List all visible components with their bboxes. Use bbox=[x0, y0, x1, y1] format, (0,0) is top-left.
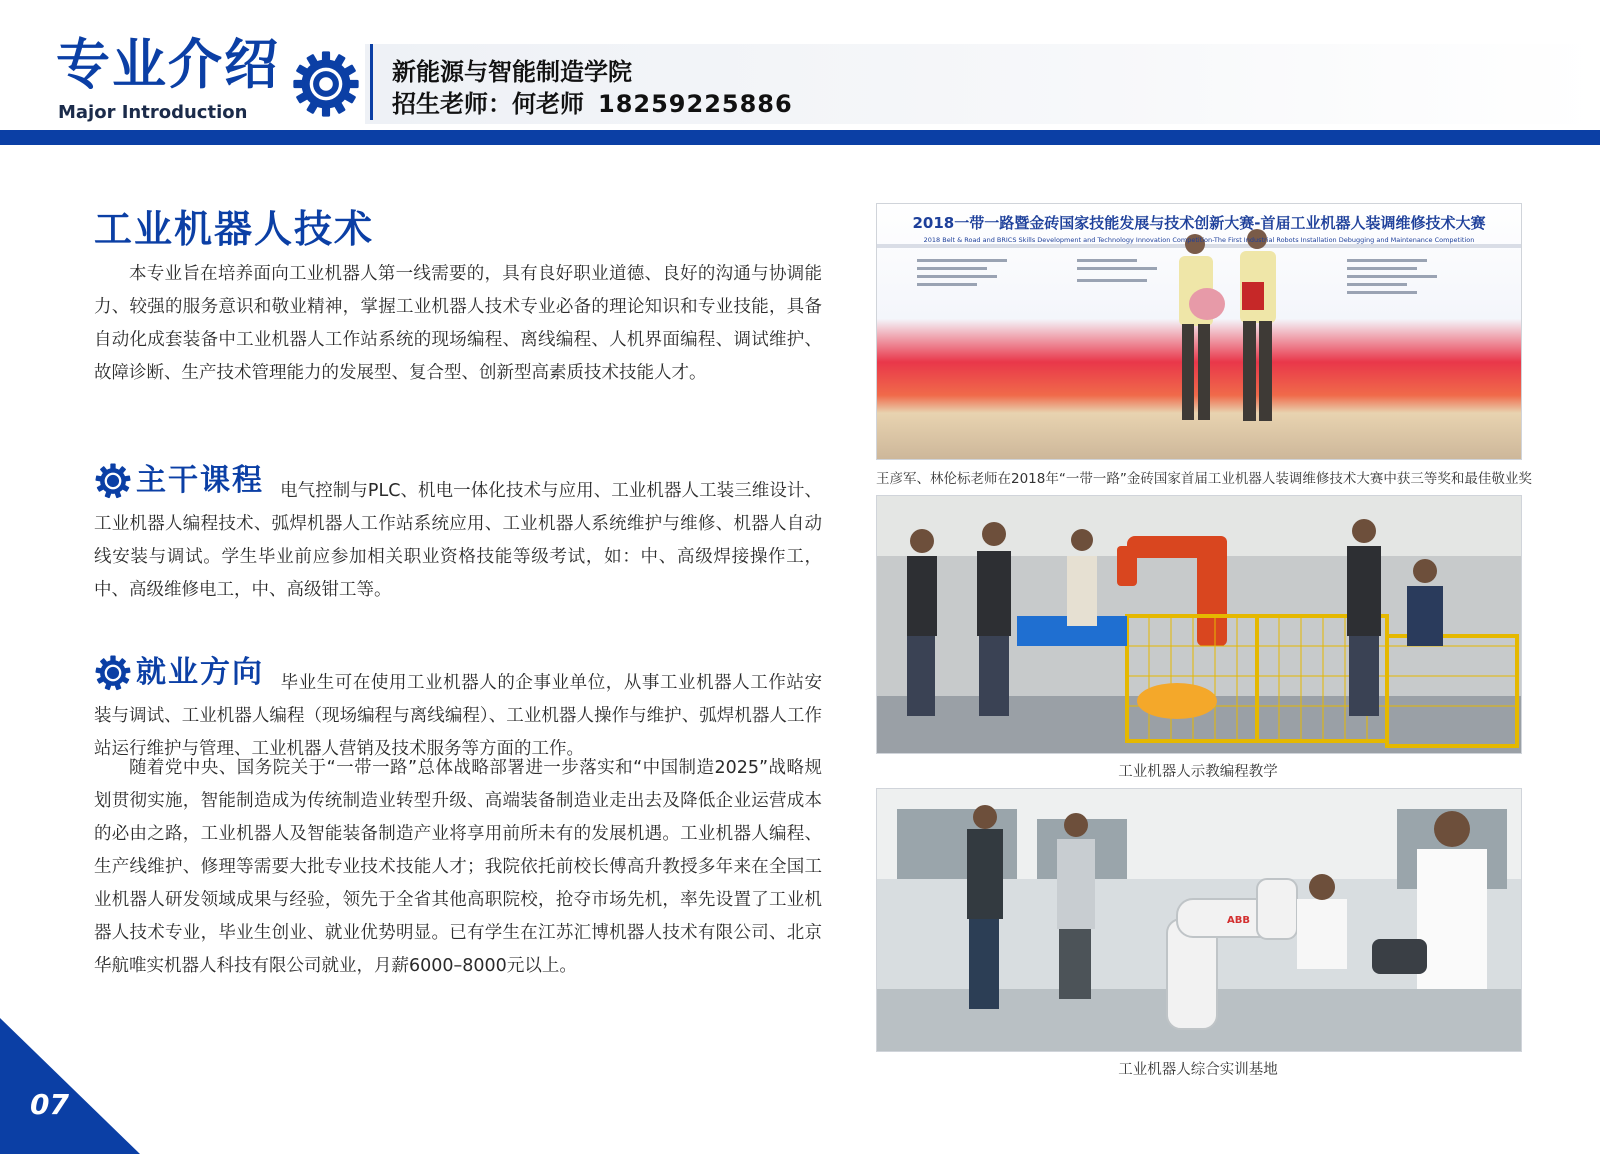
jobs-text: 毕业生可在使用工业机器人的企事业单位，从事工业机器人工作站安装与调试、工业机器人编程（现场编程与离线编程）、工业机器人操作与维护、弧焊机器人工作站运行维护与管理、工业机器人营销及技术服务等方面的工作。 bbox=[94, 673, 822, 759]
page-number: 07 bbox=[30, 1088, 69, 1121]
banner-subtitle: 2018 Belt & Road and BRICS Skills Development and Technology Innovation Competition-The First Industrial Robots Installation Debugging and Maintenance Competition bbox=[923, 236, 1475, 244]
photo-caption: 工业机器人示教编程教学 bbox=[1118, 764, 1278, 780]
header-blue-bar bbox=[0, 130, 1600, 145]
teaching-lab-photo bbox=[876, 495, 1522, 754]
admission-contact bbox=[392, 84, 793, 119]
jobs-section bbox=[94, 654, 822, 766]
jobs-heading bbox=[94, 654, 264, 692]
page-corner-decoration bbox=[0, 1018, 140, 1154]
outlook-text: 随着党中央、国务院关于“一带一路”总体战略部署进一步落实和“中国制造2025”战略规划贯彻实施，智能制造成为传统制造业转型升级、高端装备制造业走出去及降低企业运营成本的必由之路，工业机器人及智能装备制造产业将享用前所未有的发展机遇。工业机器人编程、生产线维护、修理等需要大批专业技术技能人才；我院依托前校长傅高升教授多年来在全国工业机器人研发领域成果与经验，领先于全省其他高职院校，抢夺市场先机，率先设置了工业机器人技术专业，毕业生创业、就业优势明显。已有学生在江苏汇博机器人技术有限公司、北京华航唯实机器人科技有限公司就业，月薪6000–8000元以上。 bbox=[94, 758, 822, 976]
contact-phone: 18259225886 bbox=[598, 90, 793, 118]
robot-brand: ABB bbox=[1227, 915, 1250, 926]
page-header bbox=[0, 0, 1600, 145]
header-divider bbox=[370, 44, 373, 120]
major-intro: 本专业旨在培养面向工业机器人第一线需要的，具有良好职业道德、良好的沟通与协调能力、较强的服务意识和敬业精神，掌握工业机器人技术专业必备的理论知识和专业技能，具备自动化成套装备中工业机器人工作站系统的现场编程、离线编程、人机界面编程、调试维护、故障诊断、生产技术管理能力的发展型、复合型、创新型高素质技术技能人才。 bbox=[94, 264, 822, 383]
gear-icon bbox=[94, 654, 132, 692]
courses-text: 电气控制与PLC、机电一体化技术与应用、工业机器人工装三维设计、工业机器人编程技术、弧焊机器人工作站系统应用、工业机器人系统维护与维修、机器人自动线安装与调试。学生毕业前应参加相关职业资格技能等级考试，如：中、高级焊接操作工，中、高级维修电工，中、高级钳工等。 bbox=[94, 481, 822, 600]
section-title: 专业介绍 bbox=[56, 33, 280, 96]
contact-label: 招生老师：何老师 bbox=[392, 90, 584, 118]
section-title-english: Major Introduction bbox=[58, 102, 248, 123]
banner-title: 2018一带一路暨金砖国家技能发展与技术创新大赛-首届工业机器人装调维修技术大赛 bbox=[912, 214, 1486, 232]
courses-section bbox=[94, 462, 822, 607]
major-title: 工业机器人技术 bbox=[94, 207, 375, 251]
training-base-photo bbox=[876, 788, 1522, 1052]
photo-caption: 王彦军、林伦标老师在2018年“一带一路”金砖国家首届工业机器人装调维修技术大赛中获三等奖和最佳敬业奖 bbox=[876, 471, 1532, 487]
jobs-heading-label: 就业方向 bbox=[136, 655, 264, 690]
school-name: 新能源与智能制造学院 bbox=[392, 58, 632, 86]
courses-heading-label: 主干课程 bbox=[136, 463, 264, 498]
courses-heading bbox=[94, 462, 264, 500]
gear-icon bbox=[292, 50, 360, 118]
gear-icon bbox=[94, 462, 132, 500]
award-ceremony-photo bbox=[876, 203, 1522, 460]
photo-caption: 工业机器人综合实训基地 bbox=[1118, 1062, 1278, 1078]
